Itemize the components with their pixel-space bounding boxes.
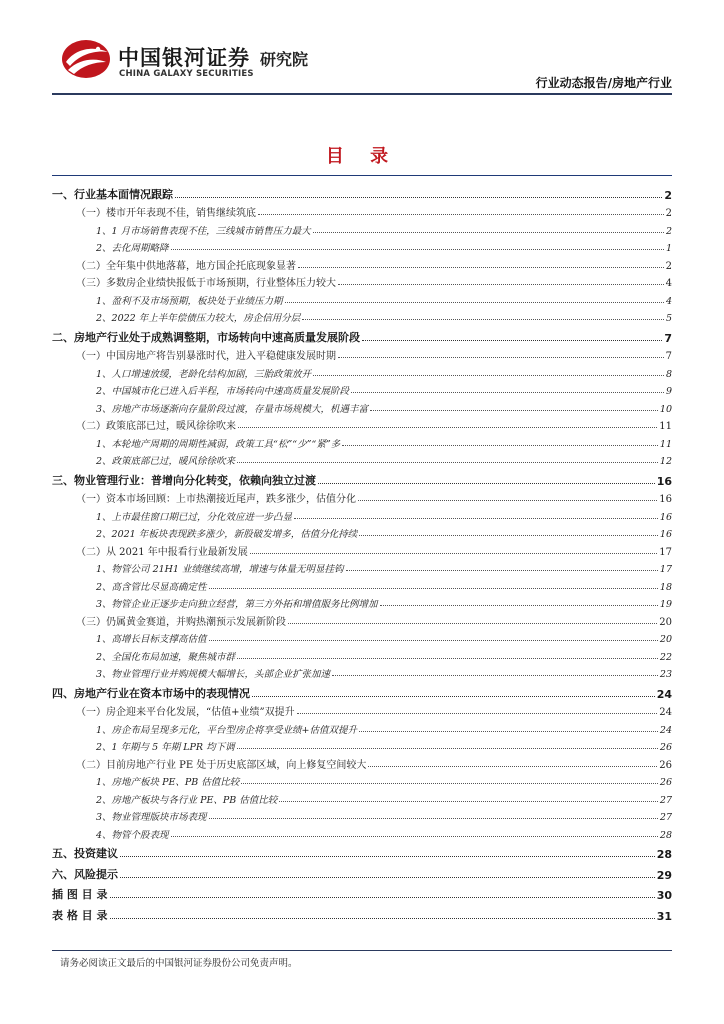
- toc-page-number: 7: [665, 351, 672, 362]
- toc-entry-text: （三）仍属黄金赛道，并购热潮预示发展新阶段: [76, 616, 286, 628]
- toc-entry-text: 1、物管公司 21H1 业绩继续高增，增速与体量无明显挂钩: [96, 564, 344, 575]
- toc-subsection-link[interactable]: [52, 380, 672, 398]
- toc-page-number: 11: [659, 438, 672, 450]
- toc-leader-dots: [238, 427, 657, 428]
- toc-page-number: 27: [659, 794, 672, 806]
- toc-subsection-link[interactable]: [52, 362, 672, 380]
- toc-chapter-link[interactable]: [52, 884, 672, 903]
- toc-page-number: 16: [659, 494, 672, 505]
- toc-section-link[interactable]: [52, 753, 672, 771]
- footer-divider: [52, 950, 672, 951]
- toc-subsection-link[interactable]: [52, 593, 672, 611]
- toc-leader-dots: [338, 357, 664, 358]
- toc-subsection-link[interactable]: [52, 450, 672, 468]
- toc-entry-text: （二）从 2021 年中报看行业最新发展: [76, 546, 248, 558]
- toc-subsection-link[interactable]: [52, 575, 672, 593]
- toc-leader-dots: [358, 500, 657, 501]
- toc-entry-text: 1、1 月市场销售表现不佳，三线城市销售压力最大: [96, 225, 311, 237]
- toc-section-link[interactable]: [52, 202, 672, 220]
- footer-disclaimer: 请务必阅读正文最后的中国银河证券股份公司免责声明。: [60, 958, 298, 969]
- toc-page-number: 18: [659, 581, 672, 593]
- toc-page-number: 10: [659, 403, 672, 415]
- toc-page-number: 2: [664, 188, 672, 202]
- toc-subsection-link[interactable]: [52, 397, 672, 415]
- toc-page-number: 20: [659, 634, 672, 645]
- toc-page-number: 4: [665, 295, 672, 307]
- toc-leader-dots: [237, 658, 658, 659]
- toc-entry-text: （一）楼市开年表现不佳，销售继续筑底: [76, 208, 256, 219]
- toc-leader-dots: [288, 623, 657, 624]
- toc-leader-dots: [302, 319, 664, 320]
- toc-section-link[interactable]: [52, 415, 672, 433]
- toc-subsection-link[interactable]: [52, 663, 672, 681]
- toc-subsection-link[interactable]: [52, 771, 672, 789]
- toc-leader-dots: [342, 445, 658, 446]
- toc-entry-text: 4、物管个股表现: [96, 829, 169, 841]
- toc-title-divider: [52, 175, 672, 176]
- toc-leader-dots: [368, 766, 657, 767]
- toc-leader-dots: [359, 535, 658, 536]
- toc-entry-text: （一）房企迎来平台化发展，“估值+业绩”双提升: [76, 707, 295, 718]
- toc-leader-dots: [237, 748, 658, 749]
- toc-page-number: 20: [659, 616, 672, 628]
- toc-leader-dots: [110, 918, 655, 919]
- toc-page-number: 24: [656, 687, 672, 701]
- toc-page-number: 30: [656, 889, 672, 902]
- toc-leader-dots: [252, 696, 655, 697]
- toc-entry-text: 3、物管企业正逐步走向独立经营，第三方外拓和增值服务比例增加: [96, 599, 378, 610]
- toc-subsection-link[interactable]: [52, 237, 672, 255]
- toc-entry-text: 2、全国化布局加速，聚焦城市群: [96, 651, 236, 663]
- toc-leader-dots: [279, 801, 658, 802]
- toc-leader-dots: [359, 731, 658, 732]
- toc-leader-dots: [346, 570, 658, 571]
- toc-leader-dots: [120, 856, 655, 857]
- toc-section-link[interactable]: [52, 272, 672, 290]
- toc-entry-text: （二）政策底部已过，暖风徐徐吹来: [76, 421, 236, 432]
- toc-chapter-link[interactable]: [52, 469, 672, 488]
- toc-entry-text: 1、盈利不及市场预期，板块处于业绩压力期: [96, 295, 283, 307]
- toc-leader-dots: [298, 267, 664, 268]
- toc-leader-dots: [250, 553, 657, 554]
- toc-leader-dots: [241, 783, 658, 784]
- toc-chapter-link[interactable]: [52, 183, 672, 202]
- toc-section-link[interactable]: [52, 610, 672, 628]
- toc-leader-dots: [362, 340, 662, 341]
- toc-leader-dots: [318, 483, 655, 484]
- toc-entry-text: （二）目前房地产行业 PE 处于历史底部区域，向上修复空间较大: [76, 759, 367, 771]
- toc-leader-dots: [294, 518, 658, 519]
- toc-entry-text: 3、物业管理版块市场表现: [96, 812, 207, 823]
- toc-title: 目 录: [325, 146, 399, 167]
- toc-subsection-link[interactable]: [52, 736, 672, 754]
- toc-leader-dots: [370, 410, 658, 411]
- toc-entry-text: 2、政策底部已过，暖风徐徐吹来: [96, 456, 236, 467]
- toc-subsection-link[interactable]: [52, 523, 672, 541]
- toc-leader-dots: [380, 605, 658, 606]
- toc-chapter-link[interactable]: [52, 326, 672, 345]
- toc-entry-text: 2、2021 年板块表现跌多涨少，新股破发增多，估值分化持续: [96, 529, 358, 540]
- toc-entry-text: 2、2022 年上半年偿债压力较大，房企信用分层: [96, 313, 301, 324]
- toc-page-number: 19: [659, 599, 672, 610]
- toc-subsection-link[interactable]: [52, 505, 672, 523]
- toc-entry-text: 3、房地产市场逐渐向存量阶段过渡，存量市场规模大，机遇丰富: [96, 403, 369, 415]
- toc-chapter-link[interactable]: [52, 904, 672, 923]
- toc-page-number: 9: [665, 386, 672, 397]
- toc-subsection-link[interactable]: [52, 628, 672, 646]
- toc-leader-dots: [297, 713, 658, 714]
- toc-page-number: 17: [659, 546, 672, 558]
- toc-leader-dots: [209, 588, 658, 589]
- toc-leader-dots: [332, 675, 658, 676]
- toc-entry-text: 二、房地产行业处于成熟调整期，市场转向中速高质量发展阶段: [52, 330, 360, 344]
- brand-name-cn: 中国银河证券: [118, 46, 250, 70]
- toc-section-link[interactable]: [52, 345, 672, 363]
- toc-page-number: 28: [656, 848, 672, 861]
- toc-page-number: 12: [659, 456, 672, 467]
- toc-entry-text: 一、行业基本面情况跟踪: [52, 187, 173, 201]
- toc-chapter-link[interactable]: [52, 682, 672, 701]
- toc-entry-text: 五、投资建议: [52, 847, 118, 860]
- toc-subsection-link[interactable]: [52, 806, 672, 824]
- toc-subsection-link[interactable]: [52, 289, 672, 307]
- toc-subsection-link[interactable]: [52, 219, 672, 237]
- toc-leader-dots: [171, 249, 664, 250]
- toc-leader-dots: [175, 197, 662, 198]
- toc-page-number: 29: [656, 868, 672, 882]
- toc-leader-dots: [171, 836, 658, 837]
- galaxy-logo-icon: [60, 38, 112, 80]
- toc-subsection-link[interactable]: [52, 432, 672, 450]
- toc-page-number: 31: [656, 909, 672, 923]
- toc-subsection-link[interactable]: [52, 558, 672, 576]
- toc-leader-dots: [209, 818, 658, 819]
- toc-entry-text: 三、物业管理行业：普增向分化转变，依赖向独立过渡: [52, 473, 316, 487]
- toc-entry-text: 表 格 目 录: [52, 908, 108, 922]
- toc-entry-text: 1、房地产板块 PE、PB 估值比较: [96, 777, 240, 788]
- toc-entry-text: 1、房企布局呈现多元化，平台型房企将享受业绩+估值双提升: [96, 724, 358, 736]
- toc-entry-text: 六、风险提示: [52, 867, 118, 881]
- toc-page-number: 5: [665, 313, 672, 324]
- page-header: [0, 0, 724, 100]
- toc-page-number: 23: [659, 669, 672, 680]
- toc-leader-dots: [209, 640, 658, 641]
- toc-section-link[interactable]: [52, 701, 672, 719]
- toc-page-number: 4: [665, 278, 672, 289]
- toc-page-number: 11: [659, 421, 672, 432]
- toc-leader-dots: [120, 877, 655, 878]
- toc-subsection-link[interactable]: [52, 788, 672, 806]
- brand-name-en: CHINA GALAXY SECURITIES: [119, 69, 254, 79]
- toc-page-number: 26: [659, 742, 672, 753]
- toc-entry-text: 1、本轮地产周期的周期性减弱，政策工具“松”“少”“紧”多: [96, 438, 341, 450]
- toc-leader-dots: [351, 392, 664, 393]
- toc-page-number: 27: [659, 812, 672, 823]
- toc-page-number: 16: [659, 529, 672, 540]
- toc-leader-dots: [237, 462, 658, 463]
- toc-section-link[interactable]: [52, 540, 672, 558]
- toc-page-number: 26: [659, 777, 672, 788]
- toc-page-number: 2: [665, 260, 672, 272]
- toc-page-number: 16: [659, 511, 672, 523]
- toc-page-number: 2: [665, 208, 672, 219]
- toc-page-number: 7: [664, 331, 672, 345]
- header-divider: [52, 93, 672, 95]
- toc-section-link[interactable]: [52, 254, 672, 272]
- toc-entry-text: 2、去化周期略降: [96, 243, 169, 254]
- toc-subsection-link[interactable]: [52, 645, 672, 663]
- toc-entry-text: 2、中国城市化已进入后半程，市场转向中速高质量发展阶段: [96, 386, 350, 397]
- toc-subsection-link[interactable]: [52, 718, 672, 736]
- toc-subsection-link[interactable]: [52, 307, 672, 325]
- toc-leader-dots: [338, 284, 664, 285]
- toc-page-number: 16: [656, 474, 672, 488]
- toc-page-number: 22: [659, 651, 672, 663]
- toc-entry-text: 1、高增长目标支撑高估值: [96, 634, 207, 645]
- toc-page-number: 17: [659, 564, 672, 575]
- toc-page-number: 26: [659, 759, 672, 771]
- toc-entry-text: 3、物业管理行业并购规模大幅增长，头部企业扩张加速: [96, 669, 331, 680]
- toc-chapter-link[interactable]: [52, 863, 672, 882]
- toc-entry-text: 2、高含管比尽显高确定性: [96, 581, 207, 593]
- toc-subsection-link[interactable]: [52, 823, 672, 841]
- toc-leader-dots: [258, 214, 664, 215]
- report-type: 行业动态报告/房地产行业: [535, 76, 672, 90]
- toc-page-number: 28: [659, 829, 672, 841]
- toc-leader-dots: [285, 302, 664, 303]
- toc-page-number: 8: [665, 368, 672, 380]
- toc-leader-dots: [313, 232, 664, 233]
- toc-entry-text: （一）中国房地产将告别暴涨时代，进入平稳健康发展时期: [76, 351, 336, 362]
- toc-entry-text: （一）资本市场回顾：上市热潮接近尾声，跌多涨少，估值分化: [76, 494, 356, 505]
- toc-leader-dots: [313, 375, 664, 376]
- toc-entry-text: （三）多数房企业绩快报低于市场预期，行业整体压力较大: [76, 278, 336, 289]
- table-of-contents: [52, 183, 672, 923]
- toc-page-number: 1: [665, 243, 672, 254]
- toc-section-link[interactable]: [52, 488, 672, 506]
- toc-page-number: 24: [659, 707, 672, 718]
- toc-entry-text: （二）全年集中供地落幕，地方国企托底现象显著: [76, 260, 296, 272]
- toc-page-number: 2: [665, 225, 672, 237]
- toc-entry-text: 1、上市最佳窗口期已过，分化效应进一步凸显: [96, 511, 293, 523]
- toc-chapter-link[interactable]: [52, 843, 672, 862]
- toc-page-number: 24: [659, 724, 672, 736]
- toc-entry-text: 四、房地产行业在资本市场中的表现情况: [52, 686, 250, 700]
- toc-leader-dots: [110, 897, 655, 898]
- toc-entry-text: 插 图 目 录: [52, 888, 108, 901]
- institute-label: 研究院: [260, 50, 309, 69]
- toc-entry-text: 1、人口增速放缓，老龄化结构加剧，三胎政策放开: [96, 368, 312, 380]
- toc-entry-text: 2、1 年期与 5 年期 LPR 均下调: [96, 742, 235, 753]
- toc-entry-text: 2、房地产板块与各行业 PE、PB 估值比较: [96, 794, 278, 806]
